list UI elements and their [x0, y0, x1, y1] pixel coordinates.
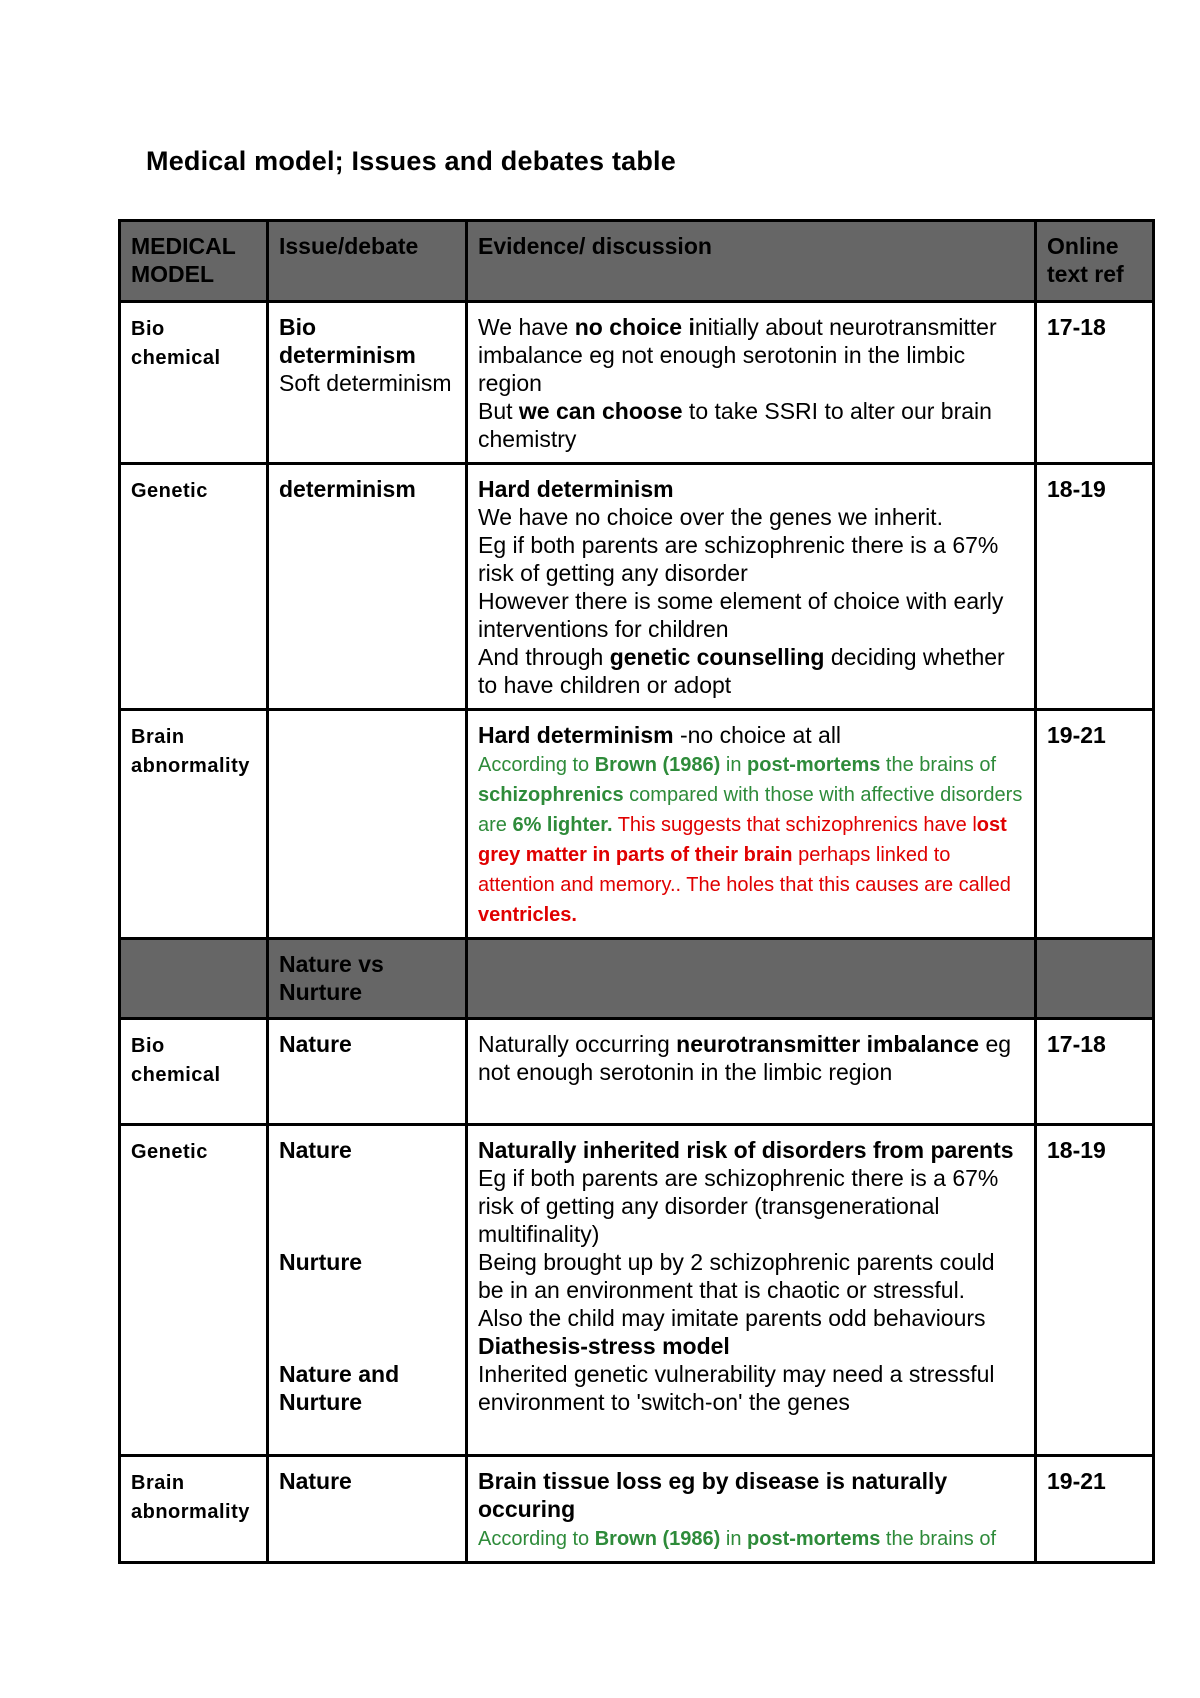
model-cell	[120, 1019, 268, 1125]
model-cell	[120, 464, 268, 710]
evidence-cell	[467, 710, 1036, 939]
evidence-text: Being brought up by 2 schizophrenic parents could be in an environment that is chaotic or stressful.	[478, 1249, 995, 1303]
evidence-heading: Diathesis-stress model	[478, 1333, 730, 1359]
section-issue: Nature vs Nurture	[268, 939, 467, 1019]
issue-cell	[268, 710, 467, 939]
header-model: MEDICAL MODEL	[120, 221, 268, 302]
model-cell	[120, 710, 268, 939]
table-row	[120, 302, 1154, 464]
ref-cell: 17-18	[1036, 302, 1154, 464]
table-row	[120, 1456, 1154, 1563]
evidence-cell	[467, 1019, 1036, 1125]
issue-label: Nature and Nurture	[279, 1361, 400, 1415]
section-evidence-cell	[467, 939, 1036, 1019]
evidence-text: Eg if both parents are schizophrenic there is a 67% risk of getting any disorder	[478, 532, 999, 586]
evidence-text: According to Brown (1986) in post-mortems the brains of	[478, 1528, 996, 1550]
section-header-row	[120, 939, 1154, 1019]
issue-label: Bio determinism	[279, 314, 416, 368]
model-label: Bio chemical	[131, 1035, 221, 1086]
evidence-text: And through genetic counselling deciding whether to have children or adopt	[478, 644, 1005, 698]
issue-cell	[268, 1456, 467, 1563]
evidence-text: Eg if both parents are schizophrenic there is a 67% risk of getting any disorder (transgenerational multifinality)	[478, 1165, 999, 1247]
evidence-heading: Naturally inherited risk of disorders from parents	[478, 1137, 1014, 1163]
ref-cell: 17-18	[1036, 1019, 1154, 1125]
ref-cell: 18-19	[1036, 1125, 1154, 1456]
table-row	[120, 1125, 1154, 1456]
issue-cell	[268, 1125, 467, 1456]
issue-cell	[268, 302, 467, 464]
evidence-text: According to Brown (1986) in post-mortems the brains of schizophrenics compared with those with affective disorders are 6% lighter. This suggests that schizophrenics have lost grey matter in parts of their brain perhaps linked to attention and memory.. The holes that this causes are called ventricles.	[478, 754, 1023, 926]
issue-label: Nurture	[279, 1249, 363, 1275]
evidence-cell	[467, 302, 1036, 464]
issue-label: Nature	[279, 1031, 352, 1057]
section-model-cell	[120, 939, 268, 1019]
ref-cell: 19-21	[1036, 710, 1154, 939]
evidence-heading: Hard determinism -no choice at all	[478, 722, 842, 748]
evidence-text: We have no choice over the genes we inherit.	[478, 504, 943, 530]
evidence-heading: Brain tissue loss eg by disease is naturally occuring	[478, 1468, 948, 1522]
evidence-cell	[467, 1456, 1036, 1563]
evidence-text: We have no choice initially about neurotransmitter imbalance eg not enough serotonin in the limbic region	[478, 314, 997, 396]
issue-cell	[268, 464, 467, 710]
model-label: Genetic	[131, 1141, 208, 1163]
model-label: Bio chemical	[131, 318, 221, 369]
evidence-text: Inherited genetic vulnerability may need a stressful environment to 'switch-on' the genes	[478, 1361, 995, 1415]
evidence-text: Also the child may imitate parents odd behaviours	[478, 1305, 986, 1331]
header-ref: Online text ref	[1036, 221, 1154, 302]
model-label: Brain abnormality	[131, 726, 250, 777]
evidence-cell	[467, 1125, 1036, 1456]
table-header-row	[120, 221, 1154, 302]
model-cell	[120, 1456, 268, 1563]
evidence-text: Naturally occurring neurotransmitter imbalance eg not enough serotonin in the limbic region	[478, 1031, 1012, 1085]
issues-debates-table	[118, 219, 1155, 1564]
ref-cell: 19-21	[1036, 1456, 1154, 1563]
header-evidence: Evidence/ discussion	[467, 221, 1036, 302]
issue-cell	[268, 1019, 467, 1125]
section-ref-cell	[1036, 939, 1154, 1019]
ref-cell: 18-19	[1036, 464, 1154, 710]
issue-label: Nature	[279, 1137, 352, 1163]
evidence-text: However there is some element of choice with early interventions for children	[478, 588, 1004, 642]
page-title: Medical model; Issues and debates table	[146, 146, 676, 176]
model-label: Brain abnormality	[131, 1472, 250, 1523]
table-row	[120, 1019, 1154, 1125]
model-cell	[120, 302, 268, 464]
evidence-cell	[467, 464, 1036, 710]
header-issue: Issue/debate	[268, 221, 467, 302]
evidence-heading: Hard determinism	[478, 476, 674, 502]
model-cell	[120, 1125, 268, 1456]
table-row	[120, 464, 1154, 710]
issue-label: Nature	[279, 1468, 352, 1494]
issue-label: determinism	[279, 476, 416, 502]
issue-sublabel: Soft determinism	[279, 370, 452, 396]
table-row	[120, 710, 1154, 939]
model-label: Genetic	[131, 480, 208, 502]
evidence-text: But we can choose to take SSRI to alter our brain chemistry	[478, 398, 992, 452]
